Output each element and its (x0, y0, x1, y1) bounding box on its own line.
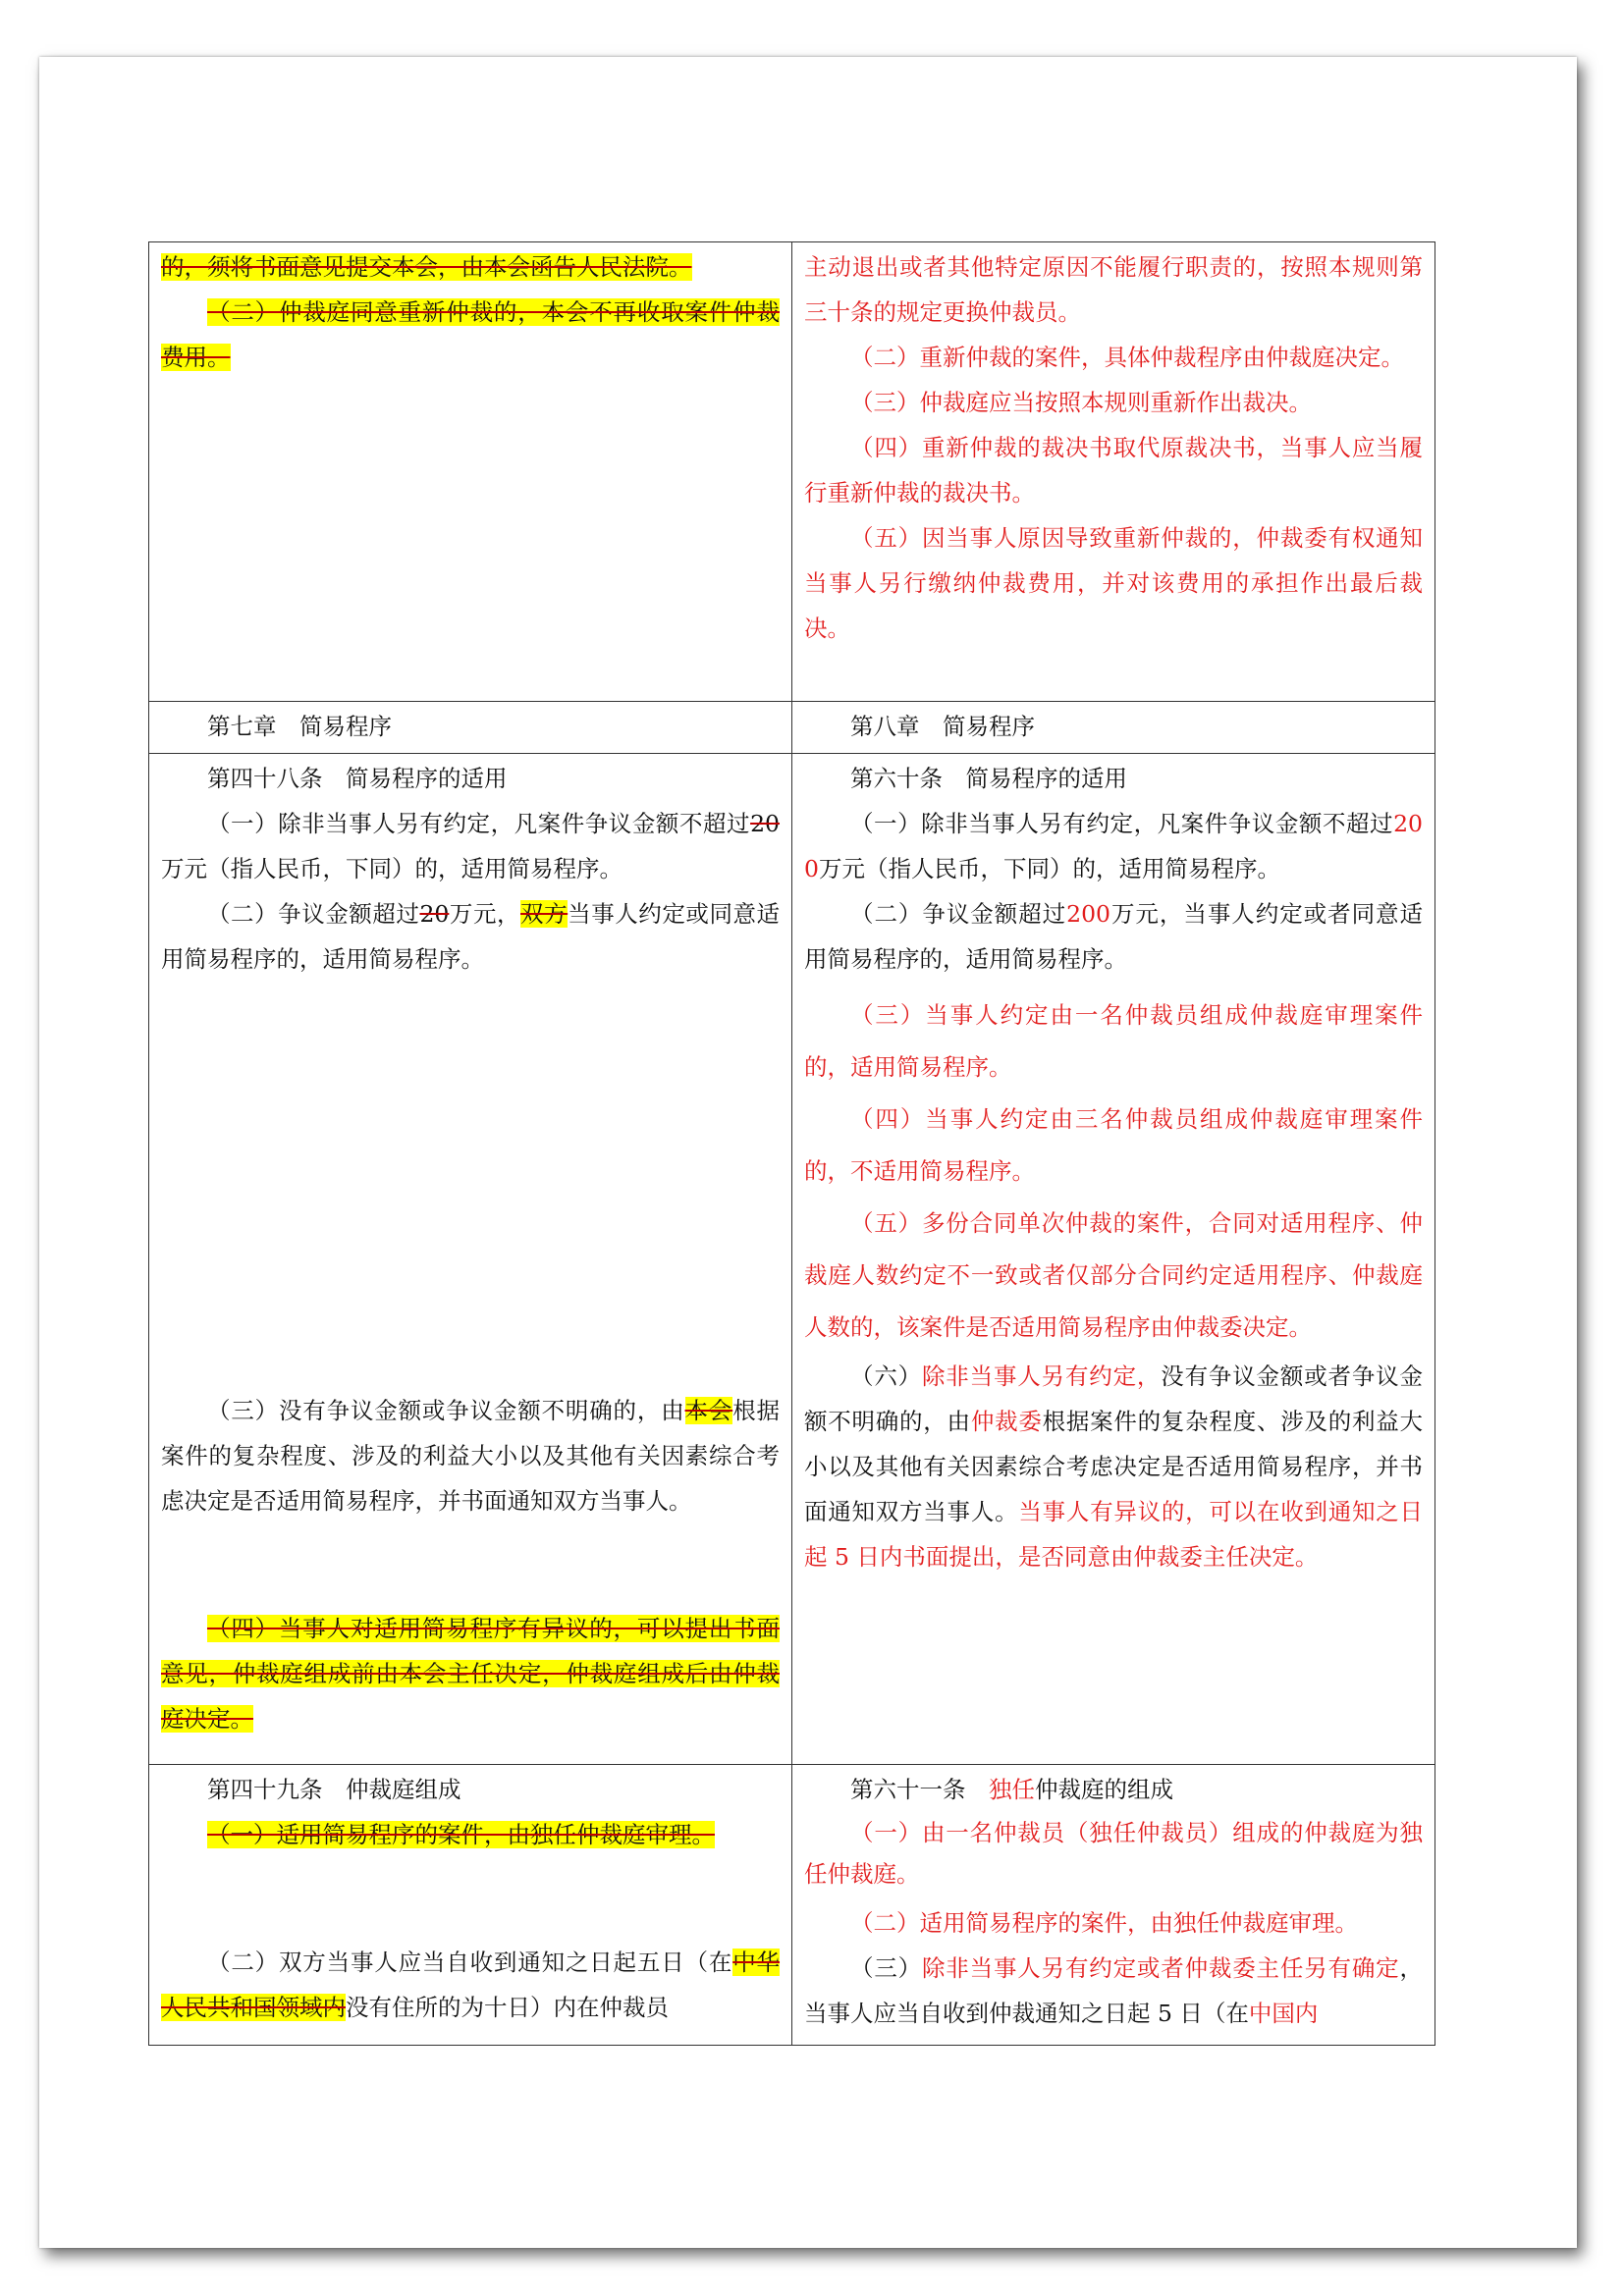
article-title: 第四十九条 仲裁庭组成 (207, 1776, 461, 1803)
table-row (149, 754, 1435, 1765)
old-paragraph: （四）当事人对适用简易程序有异议的，可以提出书面意见，仲裁庭组成前由本会主任决定，仲裁庭组成后由仲裁庭决定。 (161, 1615, 780, 1733)
old-paragraph: 的，须将书面意见提交本会，由本会函告人民法院。 (161, 253, 692, 281)
comparison-table (148, 241, 1435, 2046)
old-paragraph: （一）除非当事人另有约定，凡案件争议金额不超过20万元（指人民币，下同）的，适用简易程序。 (161, 810, 780, 882)
new-paragraph: （一）由一名仲裁员（独任仲裁员）组成的仲裁庭为独任仲裁庭。 (804, 1819, 1423, 1888)
article-title: 第六十条 简易程序的适用 (850, 765, 1127, 792)
new-paragraph: （五）多份合同单次仲裁的案件，合同对适用程序、仲裁庭人数约定不一致或者仅部分合同约定适用程序、仲裁庭人数的，该案件是否适用简易程序由仲裁委决定。 (804, 1209, 1423, 1341)
new-paragraph: （二）适用简易程序的案件，由独任仲裁庭审理。 (850, 1909, 1358, 1937)
new-paragraph: （三）除非当事人另有约定或者仲裁委主任另有确定，当事人应当自收到仲裁通知之日起 5 日（在中国内 (804, 1954, 1424, 2027)
new-paragraph: （三）仲裁庭应当按照本规则重新作出裁决。 (850, 389, 1312, 416)
old-paragraph: （三）没有争议金额或争议金额不明确的，由本会根据案件的复杂程度、涉及的利益大小以及其他有关因素综合考虑决定是否适用简易程序，并书面通知双方当事人。 (161, 1397, 781, 1515)
new-paragraph: 主动退出或者其他特定原因不能履行职责的，按照本规则第三十条的规定更换仲裁员。 (804, 253, 1423, 326)
new-paragraph: （四）重新仲裁的裁决书取代原裁决书，当事人应当履行重新仲裁的裁决书。 (804, 434, 1423, 507)
article-title: 第四十八条 简易程序的适用 (207, 765, 508, 792)
new-paragraph: （三）当事人约定由一名仲裁员组成仲裁庭审理案件的，适用简易程序。 (804, 1001, 1423, 1081)
old-chapter-heading: 第七章 简易程序 (149, 702, 792, 754)
old-rule-cell (149, 1765, 792, 2046)
new-paragraph: （一）除非当事人另有约定，凡案件争议金额不超过200万元（指人民币，下同）的，适用简易程序。 (804, 810, 1423, 882)
new-paragraph: （二）争议金额超过200万元，当事人约定或者同意适用简易程序的，适用简易程序。 (804, 900, 1424, 973)
new-rule-cell (792, 1765, 1435, 2046)
new-rule-cell (792, 242, 1435, 702)
old-paragraph: （二）仲裁庭同意重新仲裁的，本会不再收取案件仲裁费用。 (161, 298, 780, 371)
old-paragraph: （一）适用简易程序的案件，由独任仲裁庭审理。 (207, 1821, 715, 1848)
new-rule-cell (792, 754, 1435, 1765)
old-paragraph: （二）争议金额超过20万元，双方当事人约定或同意适用简易程序的，适用简易程序。 (161, 900, 781, 973)
table-row (149, 242, 1435, 702)
table-row (149, 1765, 1435, 2046)
article-title: 第六十一条 独任仲裁庭的组成 (850, 1776, 1173, 1803)
new-chapter-heading: 第八章 简易程序 (792, 702, 1435, 754)
old-paragraph: （二）双方当事人应当自收到通知之日起五日（在中华人民共和国领域内没有住所的为十日）内在仲裁员 (161, 1949, 781, 2021)
new-paragraph: （六）除非当事人另有约定，没有争议金额或者争议金额不明确的，由仲裁委根据案件的复杂程度、涉及的利益大小以及其他有关因素综合考虑决定是否适用简易程序，并书面通知双方当事人。当事人有异议的，可以在收到通知之日起 5 日内书面提出，是否同意由仲裁委主任决定。 (804, 1362, 1424, 1571)
old-rule-cell (149, 754, 792, 1765)
old-rule-cell (149, 242, 792, 702)
table-row (149, 702, 1435, 754)
new-paragraph: （四）当事人约定由三名仲裁员组成仲裁庭审理案件的，不适用简易程序。 (804, 1105, 1423, 1185)
new-paragraph: （二）重新仲裁的案件，具体仲裁程序由仲裁庭决定。 (850, 344, 1404, 371)
new-paragraph: （五）因当事人原因导致重新仲裁的，仲裁委有权通知当事人另行缴纳仲裁费用，并对该费用的承担作出最后裁决。 (804, 524, 1423, 642)
